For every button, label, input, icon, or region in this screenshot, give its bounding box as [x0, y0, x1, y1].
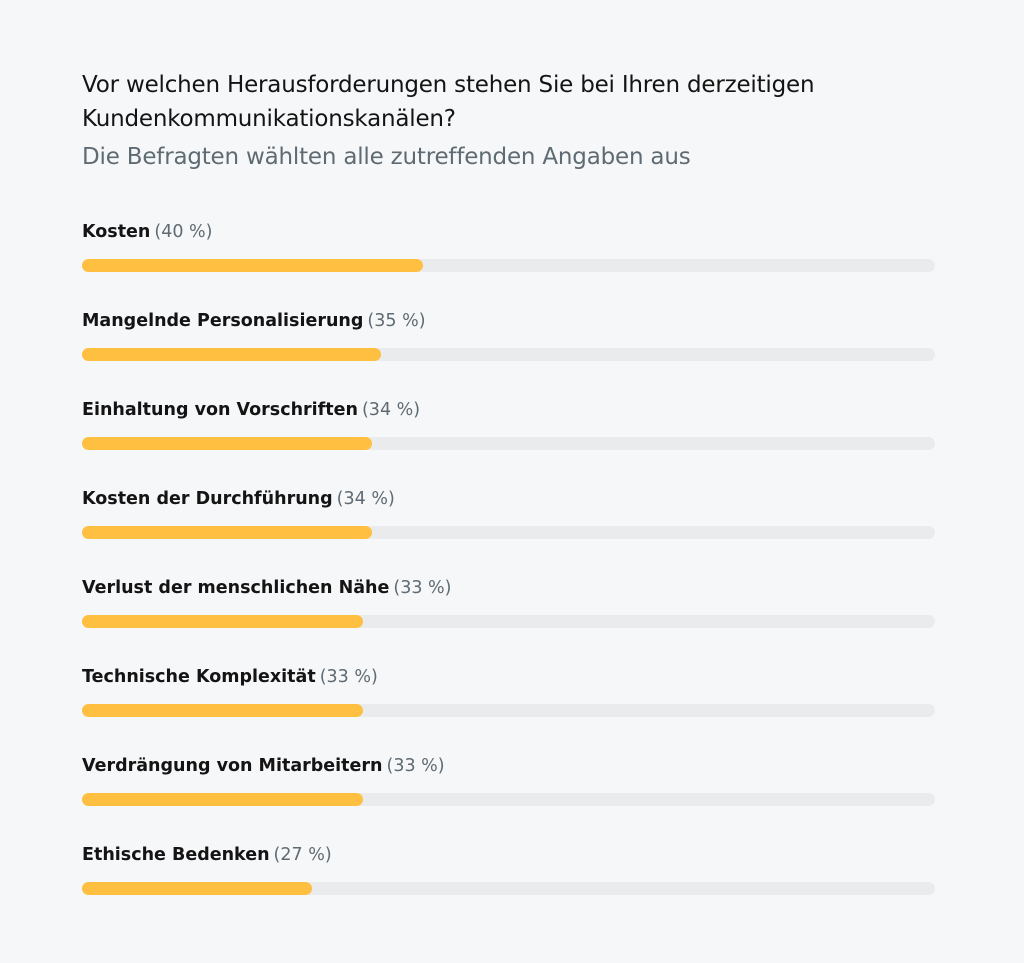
bar-item	[82, 308, 935, 397]
bar-item	[82, 842, 935, 931]
bar-label-row	[82, 308, 935, 334]
bar-item	[82, 397, 935, 486]
value-label: (33 %)	[319, 667, 378, 687]
bar-track	[82, 348, 935, 361]
bar-fill	[82, 882, 312, 895]
value-label: (34 %)	[336, 489, 395, 509]
bar-track	[82, 793, 935, 806]
bar-fill	[82, 437, 372, 450]
category-label: Kosten der Durchführung	[82, 489, 333, 509]
bar-fill	[82, 793, 363, 806]
bar-track	[82, 526, 935, 539]
bar-track	[82, 437, 935, 450]
bar-track	[82, 259, 935, 272]
value-label: (34 %)	[361, 400, 421, 420]
bar-list	[82, 219, 935, 931]
value-label: (33 %)	[386, 756, 445, 776]
bar-label-row	[82, 842, 935, 868]
bar-label-row	[82, 397, 935, 423]
category-label: Verlust der menschlichen Nähe	[82, 578, 390, 598]
bar-label-row	[82, 486, 935, 512]
category-label: Technische Komplexität	[82, 667, 316, 687]
bar-item	[82, 664, 935, 753]
bar-label-row	[82, 664, 935, 690]
bar-fill	[82, 704, 363, 717]
chart-subtitle: Die Befragten wählten alle zutreffenden Angaben aus	[82, 144, 691, 170]
bar-label-row	[82, 219, 935, 245]
bar-fill	[82, 615, 363, 628]
bar-fill	[82, 348, 381, 361]
bar-label-row	[82, 753, 935, 779]
bar-label-row	[82, 575, 935, 601]
bar-fill	[82, 526, 372, 539]
chart-container	[82, 68, 935, 865]
category-label: Mangelnde Personalisierung	[82, 311, 364, 331]
category-label: Einhaltung von Vorschriften	[82, 400, 358, 420]
bar-fill	[82, 259, 423, 272]
bar-track	[82, 704, 935, 717]
value-label: (40 %)	[154, 222, 213, 242]
value-label: (33 %)	[393, 578, 452, 598]
bar-track	[82, 882, 935, 895]
chart-title: Vor welchen Herausforderungen stehen Sie bei Ihren derzeitigen Kundenkommunikationskanälen?	[82, 72, 815, 132]
value-label: (35 %)	[367, 311, 426, 331]
bar-item	[82, 486, 935, 575]
bar-item	[82, 219, 935, 308]
category-label: Verdrängung von Mitarbeitern	[82, 756, 383, 776]
category-label: Kosten	[82, 222, 151, 242]
bar-track	[82, 615, 935, 628]
bar-item	[82, 753, 935, 842]
category-label: Ethische Bedenken	[82, 845, 270, 865]
value-label: (27 %)	[273, 845, 332, 865]
bar-item	[82, 575, 935, 664]
